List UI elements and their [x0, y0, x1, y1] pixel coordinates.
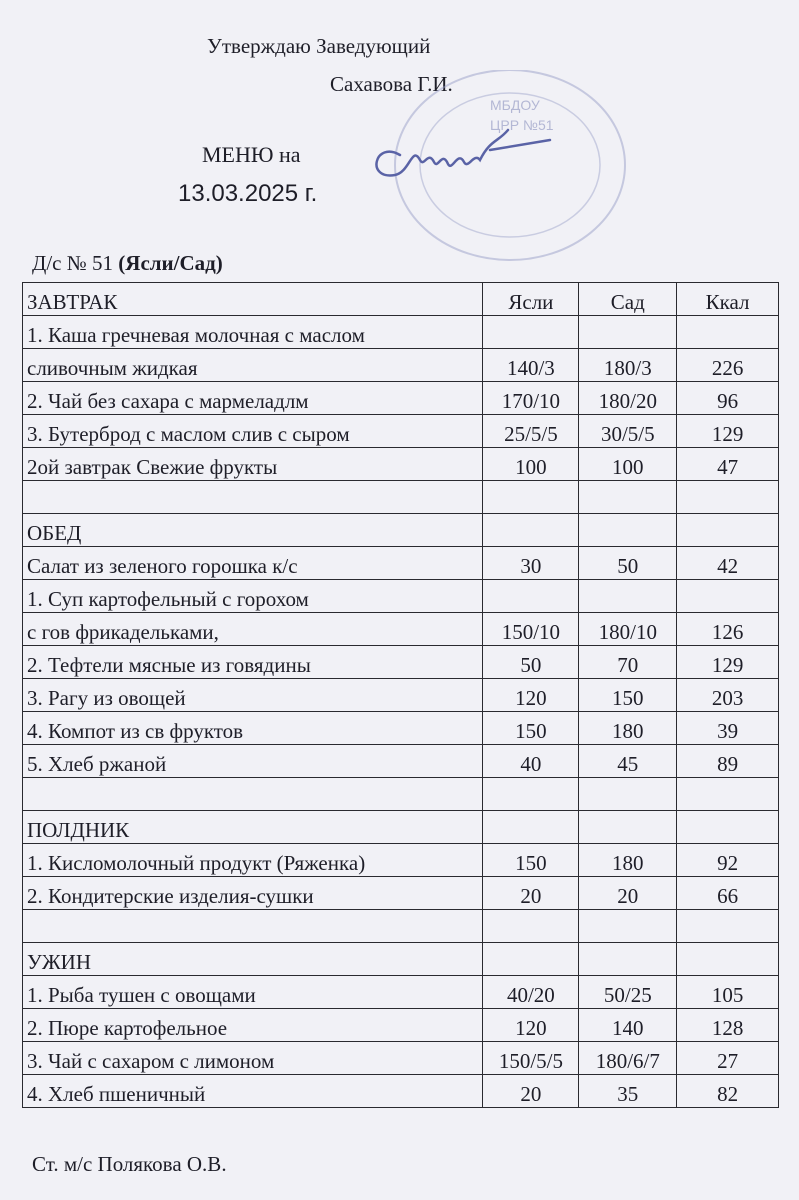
- dish-name-cell: 1. Кисломолочный продукт (Ряженка): [23, 844, 483, 877]
- table-row: [23, 547, 779, 580]
- yasli-portion-cell: 40: [483, 745, 579, 778]
- dish-name-cell: 1. Каша гречневая молочная с маслом: [23, 316, 483, 349]
- sad-portion-cell: [579, 811, 677, 844]
- table-row: [23, 1042, 779, 1075]
- approver-name: Сахавова Г.И.: [330, 72, 453, 96]
- dish-name-cell: 1. Суп картофельный с горохом: [23, 580, 483, 613]
- dish-name-cell: Салат из зеленого горошка к/с: [23, 547, 483, 580]
- table-row: [23, 580, 779, 613]
- yasli-portion-cell: [483, 481, 579, 514]
- table-row: [23, 910, 779, 943]
- menu-title: МЕНЮ на: [202, 142, 301, 167]
- kcal-cell: [677, 910, 779, 943]
- yasli-portion-cell: [483, 514, 579, 547]
- yasli-portion-cell: 25/5/5: [483, 415, 579, 448]
- kcal-cell: 129: [677, 646, 779, 679]
- table-row: [23, 646, 779, 679]
- svg-text:МБДОУ: МБДОУ: [490, 97, 540, 113]
- yasli-portion-cell: 140/3: [483, 349, 579, 382]
- dish-name-cell: ОБЕД: [23, 514, 483, 547]
- sad-portion-cell: [579, 316, 677, 349]
- sad-portion-cell: 180/3: [579, 349, 677, 382]
- yasli-portion-cell: 30: [483, 547, 579, 580]
- table-row: [23, 316, 779, 349]
- sad-portion-cell: 50: [579, 547, 677, 580]
- yasli-portion-cell: Ясли: [483, 283, 579, 316]
- table-row: [23, 481, 779, 514]
- kcal-cell: 226: [677, 349, 779, 382]
- kcal-cell: [677, 943, 779, 976]
- kcal-cell: 203: [677, 679, 779, 712]
- table-row: [23, 448, 779, 481]
- dish-name-cell: 1. Рыба тушен с овощами: [23, 976, 483, 1009]
- kcal-cell: 89: [677, 745, 779, 778]
- yasli-portion-cell: [483, 778, 579, 811]
- sad-portion-cell: [579, 910, 677, 943]
- dish-name-cell: 3. Бутерброд с маслом слив с сыром: [23, 415, 483, 448]
- sad-portion-cell: [579, 514, 677, 547]
- approval-title: Утверждаю Заведующий: [207, 34, 431, 58]
- yasli-portion-cell: 20: [483, 1075, 579, 1108]
- dish-name-cell: 2. Чай без сахара с мармеладлм: [23, 382, 483, 415]
- stamp-seal-icon: [340, 70, 640, 270]
- yasli-portion-cell: 120: [483, 1009, 579, 1042]
- dish-name-cell: [23, 778, 483, 811]
- dish-name-cell: 2. Тефтели мясные из говядины: [23, 646, 483, 679]
- table-row: [23, 1075, 779, 1108]
- institution-number: Д/с № 51: [32, 251, 114, 275]
- table-row: [23, 943, 779, 976]
- yasli-portion-cell: 100: [483, 448, 579, 481]
- dish-name-cell: УЖИН: [23, 943, 483, 976]
- yasli-portion-cell: 150: [483, 712, 579, 745]
- sad-portion-cell: 180: [579, 712, 677, 745]
- sad-portion-cell: 180: [579, 844, 677, 877]
- sad-portion-cell: 50/25: [579, 976, 677, 1009]
- kcal-cell: [677, 811, 779, 844]
- yasli-portion-cell: 170/10: [483, 382, 579, 415]
- menu-date: 13.03.2025 г.: [178, 180, 318, 207]
- dish-name-cell: 2. Кондитерские изделия-сушки: [23, 877, 483, 910]
- dish-name-cell: 4. Хлеб пшеничный: [23, 1075, 483, 1108]
- table-row: [23, 415, 779, 448]
- table-row: [23, 778, 779, 811]
- dish-name-cell: 5. Хлеб ржаной: [23, 745, 483, 778]
- dish-name-cell: ЗАВТРАК: [23, 283, 483, 316]
- footer-signature: Ст. м/с Полякова О.В.: [32, 1152, 227, 1176]
- yasli-portion-cell: [483, 943, 579, 976]
- table-row: [23, 976, 779, 1009]
- table-row: [23, 877, 779, 910]
- kcal-cell: 96: [677, 382, 779, 415]
- svg-text:ЦРР №51: ЦРР №51: [490, 117, 554, 133]
- kcal-cell: 128: [677, 1009, 779, 1042]
- dish-name-cell: 4. Компот из св фруктов: [23, 712, 483, 745]
- institution-label: [32, 251, 223, 276]
- kcal-cell: [677, 514, 779, 547]
- sad-portion-cell: 150: [579, 679, 677, 712]
- dish-name-cell: [23, 481, 483, 514]
- yasli-portion-cell: 120: [483, 679, 579, 712]
- dish-name-cell: 2ой завтрак Свежие фрукты: [23, 448, 483, 481]
- dish-name-cell: 3. Чай с сахаром с лимоном: [23, 1042, 483, 1075]
- kcal-cell: [677, 580, 779, 613]
- kcal-cell: 126: [677, 613, 779, 646]
- kcal-cell: [677, 316, 779, 349]
- table-row: [23, 712, 779, 745]
- table-row: [23, 745, 779, 778]
- table-row: [23, 613, 779, 646]
- sad-portion-cell: 20: [579, 877, 677, 910]
- table-row: [23, 349, 779, 382]
- table-row: [23, 283, 779, 316]
- sad-portion-cell: [579, 481, 677, 514]
- yasli-portion-cell: 150/5/5: [483, 1042, 579, 1075]
- yasli-portion-cell: 20: [483, 877, 579, 910]
- dish-name-cell: с гов фрикадельками,: [23, 613, 483, 646]
- kcal-cell: 27: [677, 1042, 779, 1075]
- kcal-cell: Ккал: [677, 283, 779, 316]
- kcal-cell: 66: [677, 877, 779, 910]
- yasli-portion-cell: 40/20: [483, 976, 579, 1009]
- table-row: [23, 514, 779, 547]
- table-row: [23, 1009, 779, 1042]
- institution-type: (Ясли/Сад): [118, 251, 223, 275]
- yasli-portion-cell: [483, 910, 579, 943]
- kcal-cell: 82: [677, 1075, 779, 1108]
- table-row: [23, 844, 779, 877]
- kcal-cell: 47: [677, 448, 779, 481]
- kcal-cell: 39: [677, 712, 779, 745]
- dish-name-cell: ПОЛДНИК: [23, 811, 483, 844]
- sad-portion-cell: 180/10: [579, 613, 677, 646]
- kcal-cell: 105: [677, 976, 779, 1009]
- kcal-cell: 42: [677, 547, 779, 580]
- sad-portion-cell: [579, 580, 677, 613]
- sad-portion-cell: 140: [579, 1009, 677, 1042]
- menu-table: [22, 282, 779, 1108]
- dish-name-cell: сливочным жидкая: [23, 349, 483, 382]
- yasli-portion-cell: [483, 580, 579, 613]
- table-row: [23, 679, 779, 712]
- kcal-cell: 129: [677, 415, 779, 448]
- sad-portion-cell: 100: [579, 448, 677, 481]
- kcal-cell: 92: [677, 844, 779, 877]
- sad-portion-cell: Сад: [579, 283, 677, 316]
- dish-name-cell: 2. Пюре картофельное: [23, 1009, 483, 1042]
- yasli-portion-cell: 150/10: [483, 613, 579, 646]
- dish-name-cell: 3. Рагу из овощей: [23, 679, 483, 712]
- table-row: [23, 382, 779, 415]
- sad-portion-cell: 180/20: [579, 382, 677, 415]
- sad-portion-cell: 30/5/5: [579, 415, 677, 448]
- sad-portion-cell: 35: [579, 1075, 677, 1108]
- dish-name-cell: [23, 910, 483, 943]
- kcal-cell: [677, 481, 779, 514]
- sad-portion-cell: [579, 943, 677, 976]
- yasli-portion-cell: 150: [483, 844, 579, 877]
- yasli-portion-cell: [483, 811, 579, 844]
- table-row: [23, 811, 779, 844]
- yasli-portion-cell: 50: [483, 646, 579, 679]
- sad-portion-cell: [579, 778, 677, 811]
- sad-portion-cell: 180/6/7: [579, 1042, 677, 1075]
- yasli-portion-cell: [483, 316, 579, 349]
- sad-portion-cell: 45: [579, 745, 677, 778]
- signature-icon: [376, 130, 550, 175]
- kcal-cell: [677, 778, 779, 811]
- sad-portion-cell: 70: [579, 646, 677, 679]
